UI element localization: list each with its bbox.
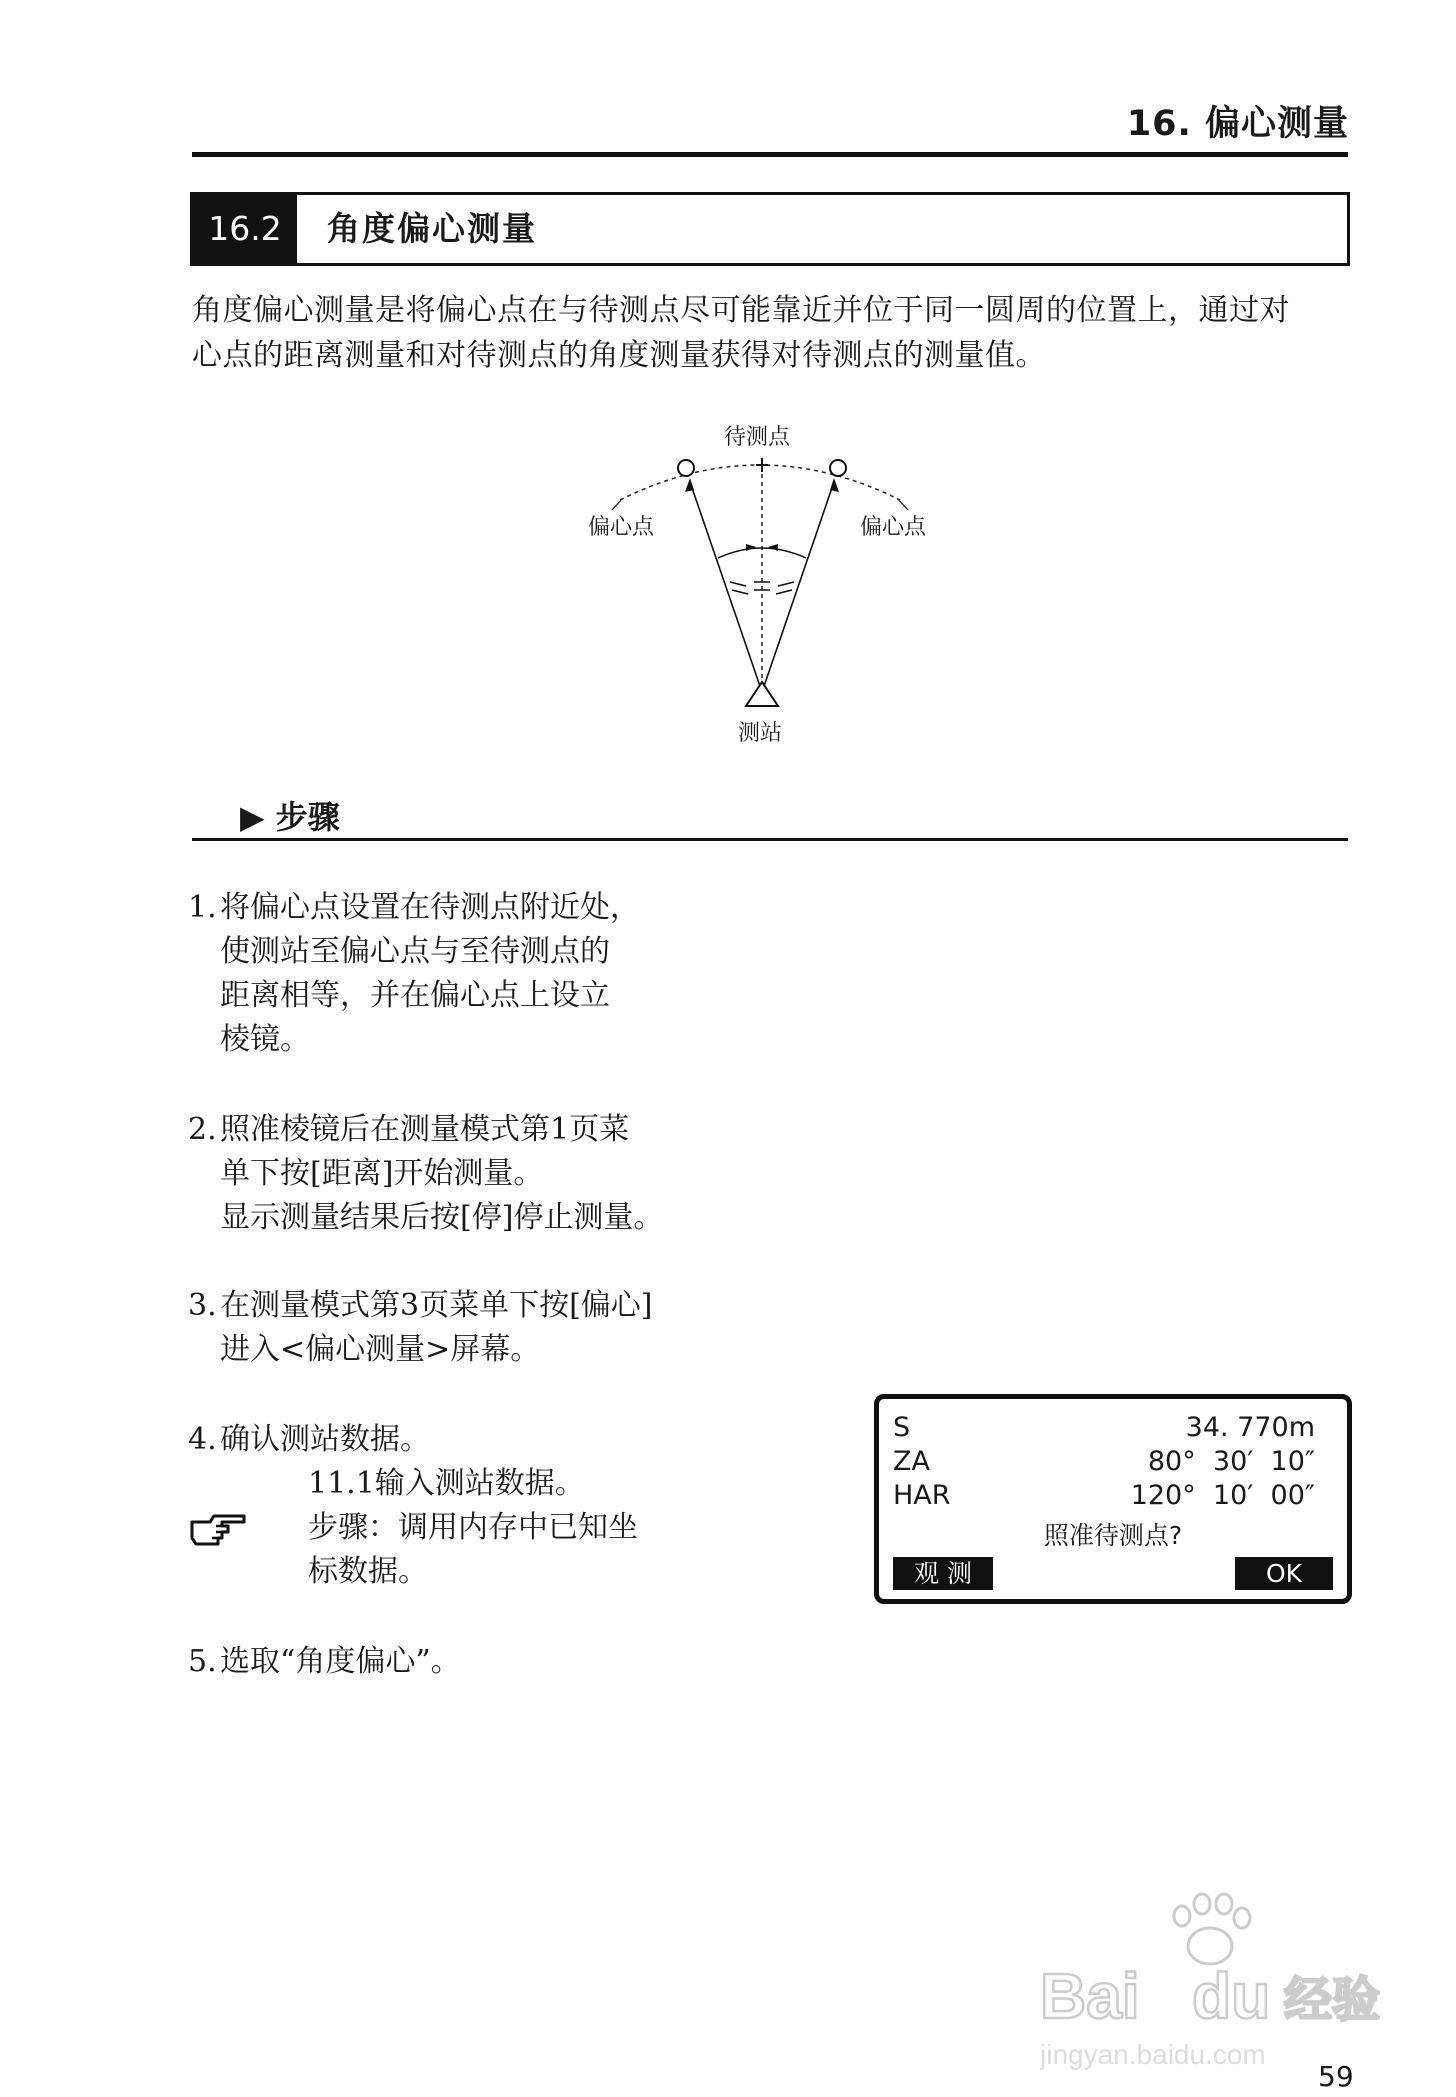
lcd-row-horizontal xyxy=(893,1479,1315,1513)
step-line: 选取“角度偏心”。 xyxy=(220,1644,461,1679)
steps-heading: ▶ 步骤 xyxy=(240,798,340,836)
softkey-measure[interactable]: 观 测 xyxy=(893,1557,993,1590)
step-line: 确认测站数据。 xyxy=(220,1422,430,1457)
watermark-brand: Bai xyxy=(1040,1960,1140,2032)
chapter-rule xyxy=(192,152,1348,157)
intro-line: 心点的距离测量和对待测点的角度测量获得对待测点的测量值。 xyxy=(192,338,1046,373)
lcd-label: S xyxy=(893,1412,911,1443)
reference-line: 步骤：调用内存中已知坐 xyxy=(308,1510,638,1545)
step-line: 距离相等，并在偏心点上设立 xyxy=(220,978,610,1013)
watermark-url: jingyan.baidu.com xyxy=(1040,2039,1266,2070)
step-2 xyxy=(188,1108,663,1240)
station-label: 测站 xyxy=(738,721,783,746)
section-header xyxy=(190,192,1350,266)
watermark-brand-tail: du xyxy=(1192,1960,1271,2032)
offset-point-left-label: 偏心点 xyxy=(588,515,655,540)
step-number: 1. xyxy=(188,890,217,925)
step-number: 5. xyxy=(188,1644,217,1679)
step-number: 3. xyxy=(188,1288,217,1323)
offset-point-left xyxy=(678,460,694,476)
reference-note xyxy=(308,1462,638,1594)
offset-diagram xyxy=(560,410,960,750)
chapter-title: 16. 偏心测量 xyxy=(1126,104,1349,144)
step-number: 2. xyxy=(188,1112,217,1147)
section-number: 16.2 xyxy=(193,195,297,263)
step-4 xyxy=(188,1418,430,1462)
step-5 xyxy=(188,1640,461,1684)
lcd-value: 120° 10′ 00″ xyxy=(1130,1480,1315,1511)
page-number: 59 xyxy=(1318,2060,1354,2093)
steps-rule xyxy=(192,838,1348,841)
watermark-brand-cn: 经验 xyxy=(1284,1974,1380,2027)
lcd-value: 34. 770m xyxy=(1185,1412,1315,1443)
left-sight-line xyxy=(690,482,762,692)
lcd-value: 80° 30′ 10″ xyxy=(1147,1446,1315,1477)
lcd-label: ZA xyxy=(893,1446,930,1477)
reference-link[interactable]: 11.1输入测站数据。 xyxy=(308,1466,585,1501)
step-line: 棱镜。 xyxy=(220,1022,310,1057)
diagram-drawing xyxy=(560,410,960,750)
target-point-label: 待测点 xyxy=(724,425,791,450)
step-number: 4. xyxy=(188,1422,217,1457)
right-sight-line xyxy=(762,482,834,692)
step-line: 在测量模式第3页菜单下按[偏心] xyxy=(220,1288,653,1323)
softkey-ok[interactable]: OK xyxy=(1235,1557,1333,1590)
section-title: 角度偏心测量 xyxy=(327,209,537,248)
instrument-screen xyxy=(874,1394,1352,1604)
offset-point-right-label: 偏心点 xyxy=(860,515,927,540)
step-1 xyxy=(188,886,640,1062)
pointing-hand-icon xyxy=(188,1512,248,1548)
lcd-label: HAR xyxy=(893,1480,951,1511)
step-line: 进入<偏心测量>屏幕。 xyxy=(220,1332,541,1367)
reference-line: 标数据。 xyxy=(308,1554,428,1589)
arc-line xyxy=(620,465,900,500)
intro-paragraph xyxy=(192,288,1362,378)
step-line: 单下按[距离]开始测量。 xyxy=(220,1156,544,1191)
intro-line: 角度偏心测量是将偏心点在与待测点尽可能靠近并位于同一圆周的位置上，通过对 xyxy=(192,293,1290,328)
offset-point-right xyxy=(830,460,846,476)
lcd-prompt: 照准待测点? xyxy=(1043,1521,1183,1550)
baidu-watermark-logo xyxy=(1040,1888,1380,2078)
step-3 xyxy=(188,1284,653,1372)
lcd-row-distance xyxy=(893,1411,1315,1445)
lcd-row-zenith xyxy=(893,1445,1315,1479)
step-line: 将偏心点设置在待测点附近处， xyxy=(220,890,640,925)
step-line: 照准棱镜后在测量模式第1页菜 xyxy=(220,1112,630,1147)
step-line: 使测站至偏心点与至待测点的 xyxy=(220,934,610,969)
step-line: 显示测量结果后按[停]停止测量。 xyxy=(220,1200,664,1235)
station-triangle xyxy=(746,682,778,706)
